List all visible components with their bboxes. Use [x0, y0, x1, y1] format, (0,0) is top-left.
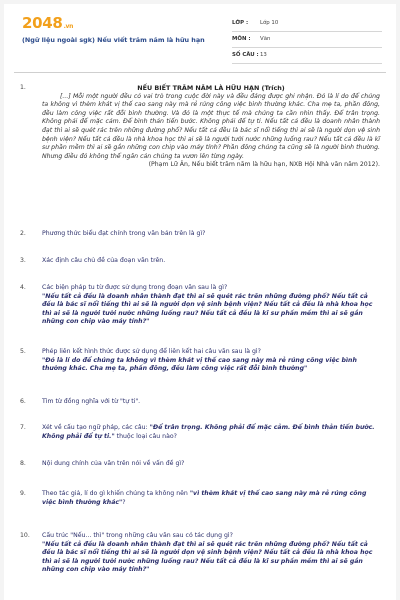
question-text: Xác định câu chủ đề của đoạn văn trên.: [42, 257, 166, 264]
question-body: [42, 424, 380, 441]
question-body: [42, 490, 380, 507]
question-quote: "Đó là lí do để chúng ta không vì thèm khát vị thế cao sang này mà rẻ rúng công việc bình thường khác. Cha mẹ ta, phần đông, đều làm công việc rất đỗi bình thường": [42, 356, 357, 373]
passage-title: NẾU BIẾT TRĂM NĂM LÀ HỮU HẠN (Trích): [137, 84, 285, 92]
question-text-end: ?: [122, 498, 126, 506]
question-body: [42, 84, 380, 170]
question-number: 1.: [20, 84, 26, 91]
question-quote: "Nếu tất cả đều là doanh nhân thành đạt thì ai sẽ quét rác trên những đường phố? Nếu tất cả đều là bác sĩ nổi tiếng thì ai sẽ là người dọn vệ sinh bệnh viện? Nếu tất cả đều là nhà khoa học thì ai sẽ là người tưới nước những luống rau? Nếu tất cả đều là kĩ sư phần mềm thì ai sẽ gắn những con chip vào máy tính?": [42, 292, 373, 326]
question-number: 4.: [20, 284, 26, 291]
question-quote: "vì thèm khát vị thế cao sang này mà rẻ rúng công việc bình thường khác": [42, 490, 367, 506]
site-logo[interactable]: [22, 14, 73, 32]
meta-row-subject: [232, 32, 382, 48]
question-text: Cấu trúc "Nếu... thì" trong những câu văn sau có tác dụng gì?: [42, 532, 233, 539]
logo-text: 2048: [22, 14, 63, 32]
passage-source: (Phạm Lữ Ân, Nếu biết trăm năm là hữu hạn, NXB Hội Nhà văn năm 2012).: [148, 161, 380, 169]
question-text-end: thuộc loại câu nào?: [114, 432, 177, 440]
question-number: 9.: [20, 490, 26, 497]
question-text: Xét về cấu tạo ngữ pháp, các câu:: [42, 424, 150, 431]
logo-suffix: .vn: [63, 23, 74, 30]
meta-row-count: [232, 48, 382, 64]
question-number: 10.: [20, 532, 30, 539]
passage-text: [...] Mỗi một người đều có vai trò trong cuộc đời này và đều đáng được ghi nhận. Đó là lí do để chúng ta không vì thèm khát vị thế cao sang này mà rẻ rúng công việc bình thường khác. Cha mẹ ta, phần đông, đều làm công việc rất đỗi bình thường. Và đó là một thực tế mà chúng ta cần nhìn thấy. Để trân trọng. Không phải để mặc cảm. Để bình thản tiến bước. Không phải để tự ti. Nếu tất cả đều là doanh nhân thành đạt thì ai sẽ quét rác trên những đường phố? Nếu tất cả đều là bác sĩ nổi tiếng thì ai sẽ là người dọn vệ sinh bệnh viện? Nếu tất cả đều là nhà khoa học thì ai sẽ là người tưới nước những luống rau? Nếu tất cả đều là kĩ sư phần mềm thì ai sẽ gắn những con chip vào máy tính? Phần đông chúng ta cũng sẽ là người bình thường. Nhưng điều đó không thể ngăn cản chúng ta vươn lên từng ngày.: [42, 92, 380, 160]
meta-key: LỚP :: [232, 20, 249, 26]
meta-row-class: [232, 16, 382, 32]
question-body: [42, 284, 380, 327]
document-page: [4, 4, 396, 600]
question-body: [42, 532, 380, 575]
meta-table: [232, 16, 382, 64]
question-quote: "Để trân trọng. Không phải để mặc cảm. Để bình thản tiến bước. Không phải để tự ti.": [42, 424, 375, 440]
question-text: Các biện pháp tu từ được sử dụng trong đoạn văn sau là gì?: [42, 284, 228, 291]
question-number: 8.: [20, 460, 26, 467]
document-subtitle: (Ngữ liệu ngoài sgk) Nếu viết trăm năm là hữu hạn: [22, 36, 205, 44]
question-text: Theo tác giả, lí do gì khiến chúng ta không nên: [42, 490, 190, 497]
question-text: Phép liên kết hình thức được sử dụng để liên kết hai câu văn sau là gì?: [42, 348, 261, 355]
question-body: [42, 348, 380, 374]
question-quote: "Nếu tất cả đều là doanh nhân thành đạt thì ai sẽ quét rác trên những đường phố? Nếu tất cả đều là bác sĩ nổi tiếng thì ai sẽ là người dọn vệ sinh bệnh viện? Nếu tất cả đều là nhà khoa học thì ai sẽ là người tưới nước những luống rau? Nếu tất cả đều là kĩ sư phần mềm thì ai sẽ gắn những con chip vào máy tính?": [42, 540, 373, 574]
question-text: Phương thức biểu đạt chính trong văn bản trên là gì?: [42, 230, 206, 237]
meta-key: MÔN :: [232, 36, 251, 42]
question-text: Tìm từ đồng nghĩa với từ "tự ti".: [42, 398, 141, 405]
meta-value: Văn: [260, 36, 271, 42]
question-number: 3.: [20, 257, 26, 264]
meta-key: SỐ CÂU :: [232, 52, 259, 58]
question-number: 5.: [20, 348, 26, 355]
header-divider: [14, 72, 386, 73]
meta-value: 13: [260, 52, 267, 58]
question-number: 2.: [20, 230, 26, 237]
question-number: 7.: [20, 424, 26, 431]
meta-value: Lớp 10: [260, 20, 279, 26]
question-number: 6.: [20, 398, 26, 405]
question-text: Nội dung chính của văn trên nói về vấn đề gì?: [42, 460, 185, 467]
